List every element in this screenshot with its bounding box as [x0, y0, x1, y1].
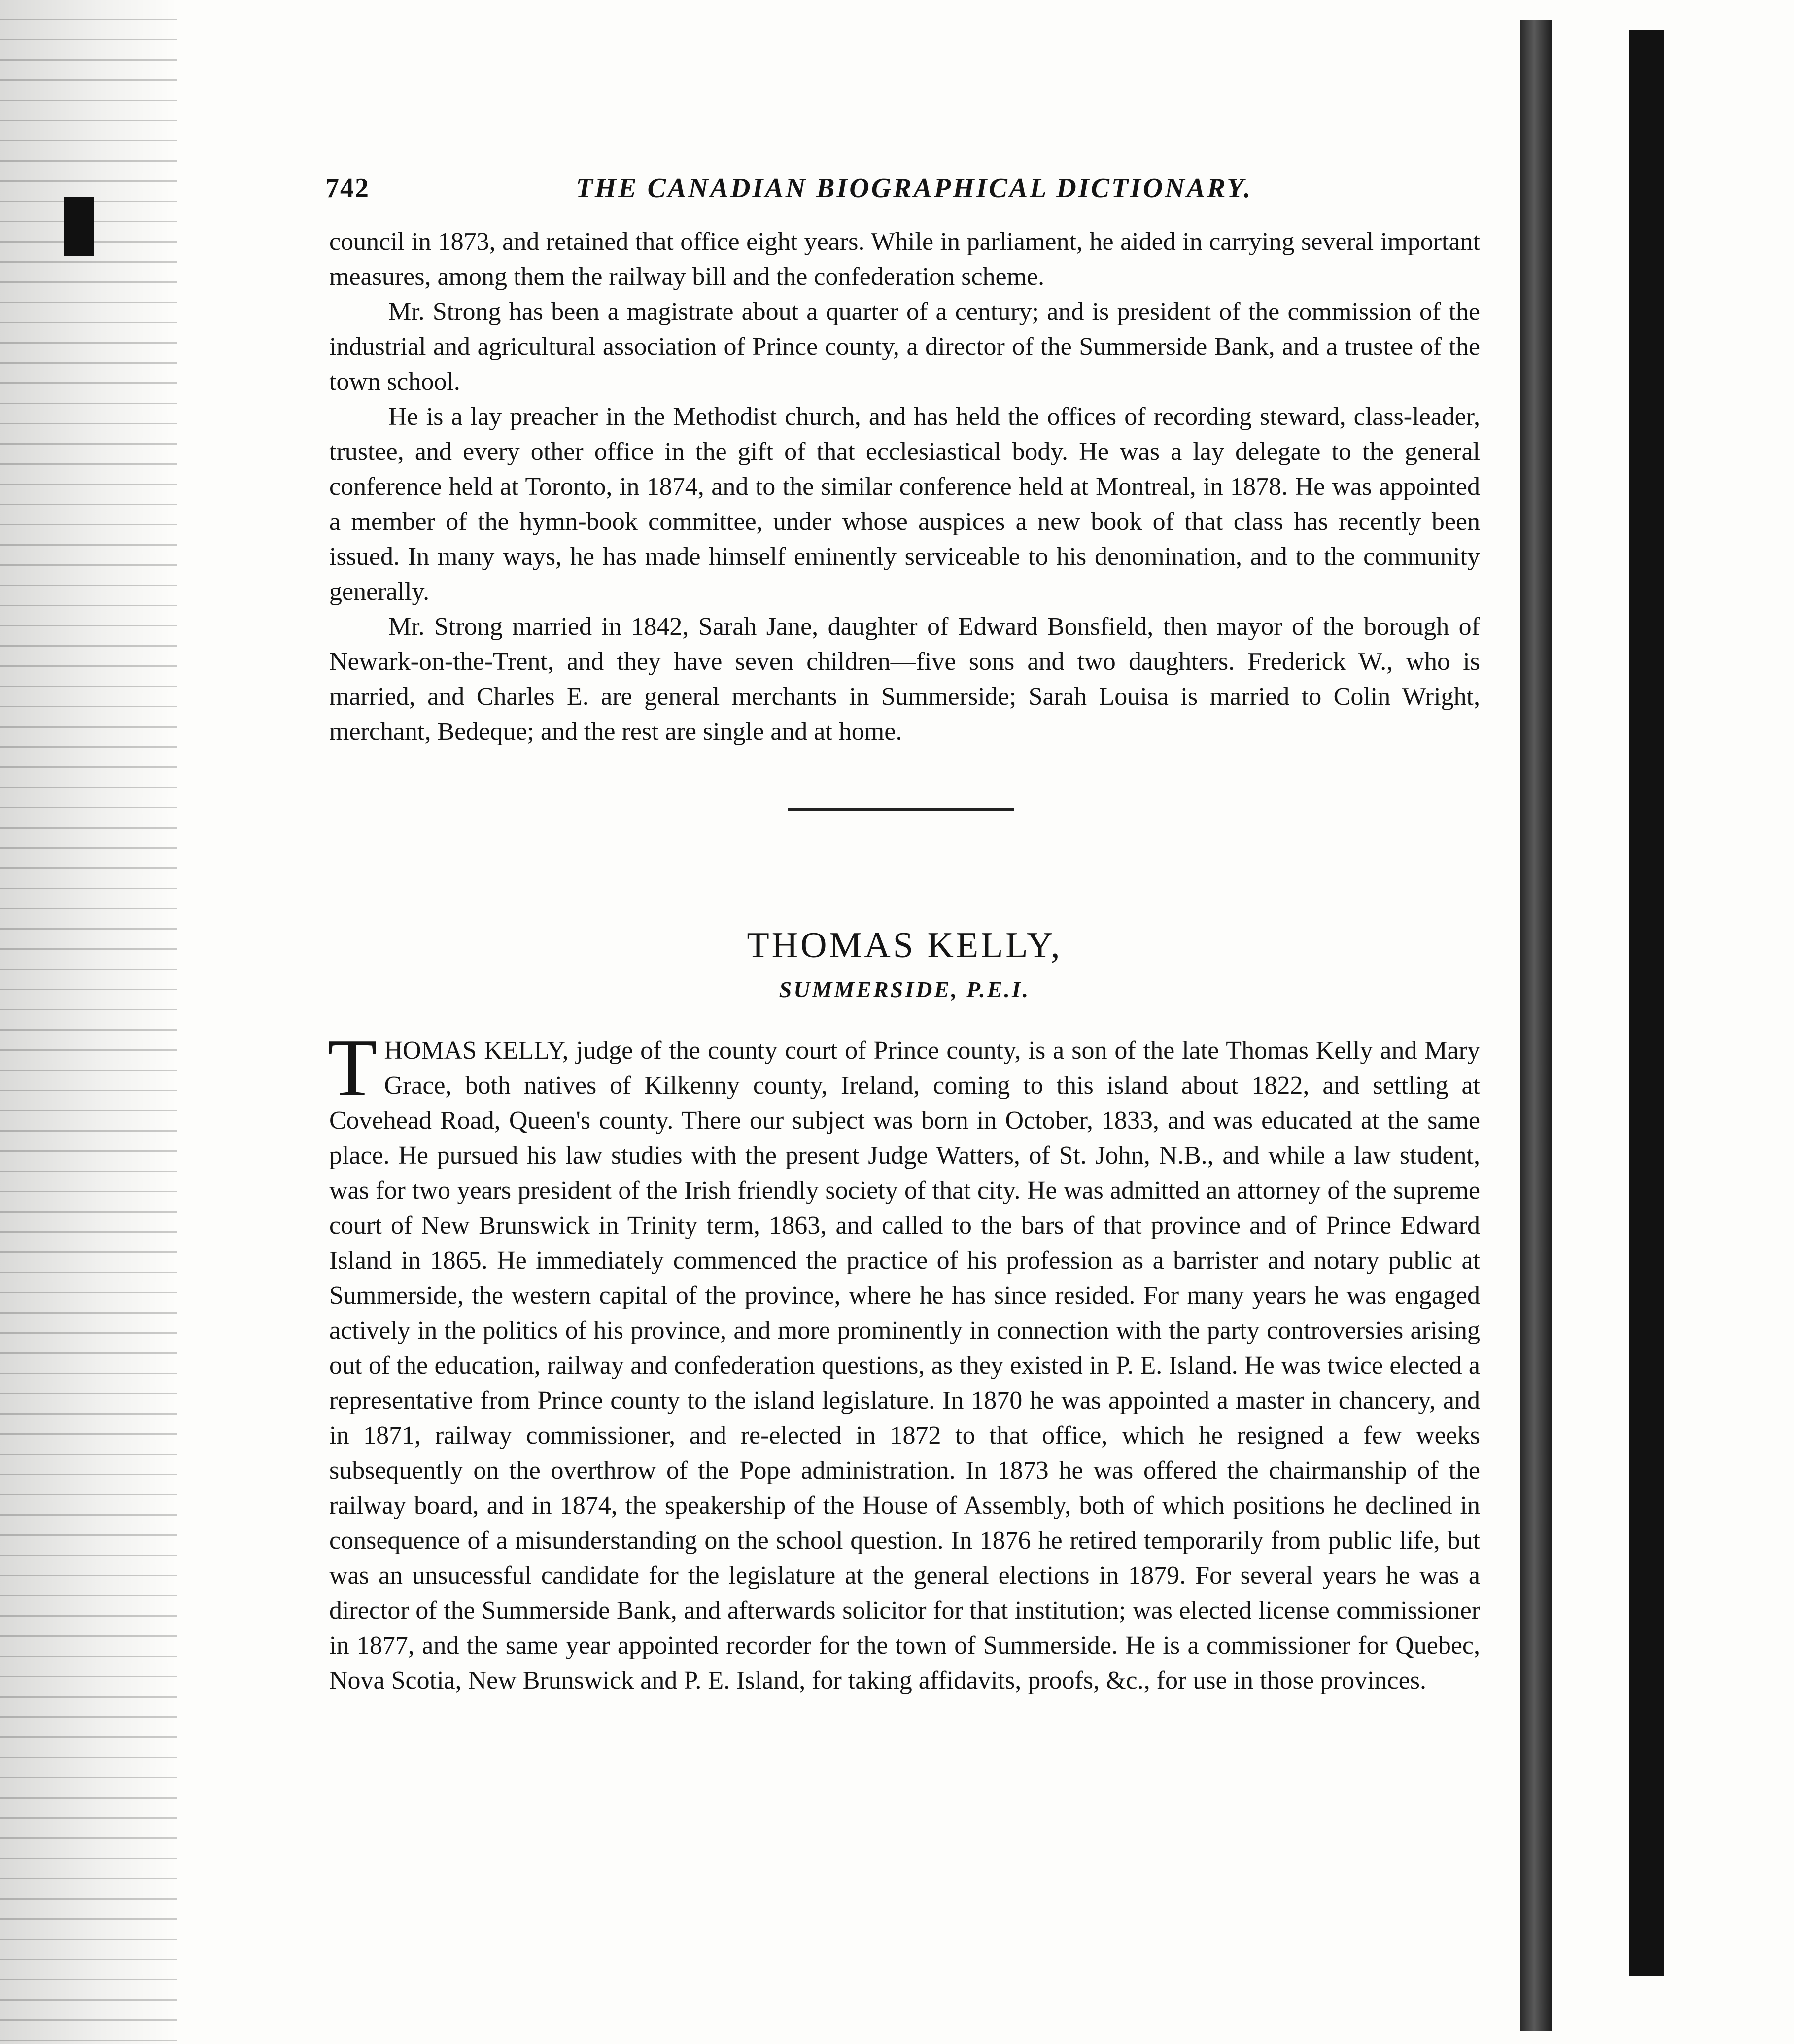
scan-edge-left — [0, 0, 177, 2044]
paragraph: Mr. Strong has been a magistrate about a quarter of a century; and is president of the commission of the industrial and agricultural association of Prince county, a director of the Summerside Bank, and a trustee of the town school. — [329, 298, 1480, 396]
continued-entry — [329, 224, 1480, 749]
scan-edge-right — [1520, 20, 1552, 2031]
page-header — [325, 173, 1503, 212]
running-head: THE CANADIAN BIOGRAPHICAL DICTIONARY. — [576, 173, 1253, 204]
section-divider — [329, 749, 1480, 850]
scan-mark-left — [64, 197, 94, 256]
entry-body-text: HOMAS KELLY, judge of the county court of Prince county, is a son of the late Thomas Kelly and Mary Grace, both natives of Kilkenny county, Ireland, coming to this island about 1822, and settling at Covehead Road, Queen's county. There our subject was born in October, 1833, and was educated at the same place. He pursued his law studies with the present Judge Watters, of St. John, N.B., and while a law student, was for two years president of the Irish friendly society of that city. He was admitted an attorney of the supreme court of New Brunswick in Trinity term, 1863, and called to the bars of that province and of Prince Edward Island in 1865. He immediately commenced the practice of his profession as a barrister and notary public at Summerside, the western capital of the province, where he has since resided. For many years he was engaged actively in the politics of his province, and more prominently in connection with the party controversies arising out of the education, railway and confederation questions, as they existed in P. E. Island. He was twice elected a representative from Prince county to the island legislature. In 1870 he was appointed a master in chancery, and in 1871, railway commissioner, and re-elected in 1872 to that office, which he resigned a few weeks subsequently on the overthrow of the Pope administration. In 1873 he was offered the chairmanship of the railway board, and in 1874, the speakership of the House of Assembly, both of which positions he declined in consequence of a misunderstanding on the school question. In 1876 he retired temporarily from public life, but was an unsucessful candidate for the legislature at the general elections in 1879. For several years he was a director of the Summerside Bank, and afterwards solicitor for that institution; was elected license commissioner in 1877, and the same year appointed recorder for the town of Summerside. He is a commissioner for Quebec, Nova Scotia, New Brunswick and P. E. Island, for taking affidavits, proofs, &c., for use in those provinces. — [329, 1037, 1480, 1695]
entry-name: THOMAS KELLY, — [747, 925, 1063, 966]
page-number: 742 — [325, 173, 370, 204]
divider-rule — [788, 808, 1014, 811]
paragraph: Mr. Strong married in 1842, Sarah Jane, daughter of Edward Bonsfield, then mayor of the borough of Newark-on-the-Trent, and they have seven children—five sons and two daughters. Frederick W., who is married, and Charles E. are general merchants in Summerside; Sarah Louisa is married to Colin Wright, merchant, Bedeque; and the rest are single and at home. — [329, 613, 1480, 746]
entry-location: SUMMERSIDE, P.E.I. — [779, 977, 1031, 1002]
paragraph: council in 1873, and retained that office eight years. While in parliament, he aided in carrying several important measures, among them the railway bill and the confederation scheme. — [329, 228, 1480, 291]
scan-edge-right-dark — [1629, 30, 1664, 1976]
page-content — [329, 224, 1480, 1698]
paragraph: He is a lay preacher in the Methodist church, and has held the offices of recording steward, class-leader, trustee, and every other office in the gift of that ecclesiastical body. He was a lay delegate to the general conference held at Toronto, in 1874, and to the similar conference held at Montreal, in 1878. He was appointed a member of the hymn-book committee, under whose auspices a new book of that class has recently been issued. In many ways, he has made himself eminently serviceable to his denomination, and to the community generally. — [329, 403, 1480, 606]
entry-body — [327, 1022, 1480, 1698]
drop-cap: T — [327, 1022, 378, 1113]
